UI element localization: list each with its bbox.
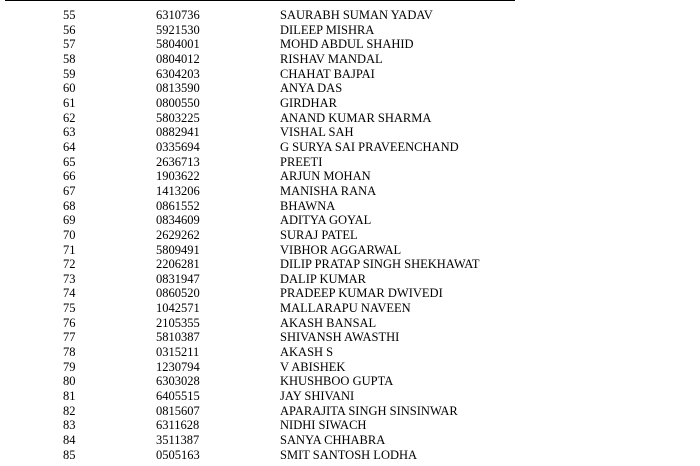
table-row (0, 418, 700, 433)
serial-number: 58 (63, 51, 76, 66)
candidate-name: SANYA CHHABRA (280, 433, 386, 448)
roll-number: 5803225 (156, 110, 200, 125)
table-row (0, 184, 700, 199)
table-row (0, 316, 700, 331)
serial-number: 73 (63, 271, 76, 286)
candidate-name: KHUSHBOO GUPTA (280, 374, 394, 389)
roll-number: 6405515 (156, 389, 200, 404)
table-row (0, 448, 700, 463)
roll-number: 2105355 (156, 315, 200, 330)
roll-number: 0834609 (156, 213, 200, 228)
roll-number: 6311628 (156, 418, 200, 433)
serial-number: 77 (63, 330, 76, 345)
table-row (0, 67, 700, 82)
serial-number: 57 (63, 37, 76, 52)
roll-number: 1230794 (156, 359, 200, 374)
candidate-name: MALLARAPU NAVEEN (280, 301, 411, 316)
candidate-name: DALIP KUMAR (280, 271, 366, 286)
roll-number: 2636713 (156, 154, 200, 169)
serial-number: 60 (63, 81, 76, 96)
table-row (0, 286, 700, 301)
roll-number: 0315211 (156, 345, 200, 360)
roll-number: 5810387 (156, 330, 200, 345)
roll-number: 0505163 (156, 447, 200, 462)
table-row (0, 433, 700, 448)
serial-number: 63 (63, 125, 76, 140)
serial-number: 84 (63, 433, 76, 448)
roll-number: 0335694 (156, 139, 200, 154)
candidate-name: BHAWNA (280, 198, 336, 213)
roll-number: 6310736 (156, 8, 200, 22)
table-row (0, 52, 700, 67)
serial-number: 72 (63, 257, 76, 272)
serial-number: 64 (63, 139, 76, 154)
candidate-name: PRADEEP KUMAR DWIVEDI (280, 286, 443, 301)
roll-number: 0800550 (156, 95, 200, 110)
candidate-name: MANISHA RANA (280, 183, 377, 198)
candidate-name: VIBHOR AGGARWAL (280, 242, 402, 257)
serial-number: 67 (63, 183, 76, 198)
table-row (0, 140, 700, 155)
roll-number: 0882941 (156, 125, 200, 140)
roll-number: 1042571 (156, 301, 200, 316)
roll-number: 1413206 (156, 183, 200, 198)
serial-number: 80 (63, 374, 76, 389)
candidate-name: AKASH S (280, 345, 334, 360)
roll-number: 5921530 (156, 22, 200, 37)
serial-number: 85 (63, 447, 76, 462)
candidate-name: DILIP PRATAP SINGH SHEKHAWAT (280, 257, 480, 272)
serial-number: 65 (63, 154, 76, 169)
serial-number: 76 (63, 315, 76, 330)
serial-number: 69 (63, 213, 76, 228)
serial-number: 70 (63, 227, 76, 242)
serial-number: 61 (63, 95, 76, 110)
table-row (0, 23, 700, 38)
table-row (0, 169, 700, 184)
table-row (0, 96, 700, 111)
table-row (0, 155, 700, 170)
results-table (0, 8, 700, 462)
serial-number: 68 (63, 198, 76, 213)
candidate-name: SURAJ PATEL (280, 227, 358, 242)
roll-number: 1903622 (156, 169, 200, 184)
candidate-name: NIDHI SIWACH (280, 418, 367, 433)
candidate-name: RISHAV MANDAL (280, 51, 383, 66)
candidate-name: GIRDHAR (280, 95, 337, 110)
table-row (0, 8, 700, 23)
serial-number: 74 (63, 286, 76, 301)
candidate-name: APARAJITA SINGH SINSINWAR (280, 403, 458, 418)
serial-number: 55 (63, 8, 76, 22)
roll-number: 6303028 (156, 374, 200, 389)
candidate-name: V ABISHEK (280, 359, 346, 374)
roll-number: 0815607 (156, 403, 200, 418)
candidate-name: ADITYA GOYAL (280, 213, 372, 228)
roll-number: 5804001 (156, 37, 200, 52)
roll-number: 0804012 (156, 51, 200, 66)
candidate-name: G SURYA SAI PRAVEENCHAND (280, 139, 459, 154)
candidate-name: AKASH BANSAL (280, 315, 377, 330)
candidate-name: SMIT SANTOSH LODHA (280, 447, 418, 462)
table-row (0, 389, 700, 404)
roll-number: 5809491 (156, 242, 200, 257)
table-row (0, 81, 700, 96)
serial-number: 75 (63, 301, 76, 316)
roll-number: 0831947 (156, 271, 200, 286)
candidate-name: ANAND KUMAR SHARMA (280, 110, 432, 125)
table-row (0, 125, 700, 140)
table-row (0, 37, 700, 52)
roll-number: 0860520 (156, 286, 200, 301)
table-row (0, 345, 700, 360)
serial-number: 71 (63, 242, 76, 257)
serial-number: 83 (63, 418, 76, 433)
candidate-name: CHAHAT BAJPAI (280, 66, 375, 81)
table-row (0, 257, 700, 272)
roll-number: 0861552 (156, 198, 200, 213)
candidate-name: VISHAL SAH (280, 125, 354, 140)
serial-number: 78 (63, 345, 76, 360)
roll-number: 0813590 (156, 81, 200, 96)
table-row (0, 111, 700, 126)
table-row (0, 213, 700, 228)
serial-number: 66 (63, 169, 76, 184)
table-row (0, 301, 700, 316)
table-row (0, 228, 700, 243)
serial-number: 79 (63, 359, 76, 374)
candidate-name: SAURABH SUMAN YADAV (280, 8, 433, 22)
table-row (0, 404, 700, 419)
table-row (0, 272, 700, 287)
candidate-name: PREETI (280, 154, 323, 169)
serial-number: 82 (63, 403, 76, 418)
serial-number: 59 (63, 66, 76, 81)
candidate-name: MOHD ABDUL SHAHID (280, 37, 414, 52)
roll-number: 6304203 (156, 66, 200, 81)
candidate-name: ARJUN MOHAN (280, 169, 371, 184)
table-row (0, 360, 700, 375)
table-row (0, 330, 700, 345)
candidate-name: ANYA DAS (280, 81, 343, 96)
table-row (0, 243, 700, 258)
serial-number: 56 (63, 22, 76, 37)
table-top-rule (5, 0, 515, 1)
roll-number: 3511387 (156, 433, 200, 448)
candidate-name: JAY SHIVANI (280, 389, 355, 404)
roll-number: 2629262 (156, 227, 200, 242)
candidate-name: DILEEP MISHRA (280, 22, 375, 37)
table-row (0, 374, 700, 389)
candidate-name: SHIVANSH AWASTHI (280, 330, 400, 345)
table-row (0, 199, 700, 214)
serial-number: 81 (63, 389, 76, 404)
roll-number: 2206281 (156, 257, 200, 272)
serial-number: 62 (63, 110, 76, 125)
